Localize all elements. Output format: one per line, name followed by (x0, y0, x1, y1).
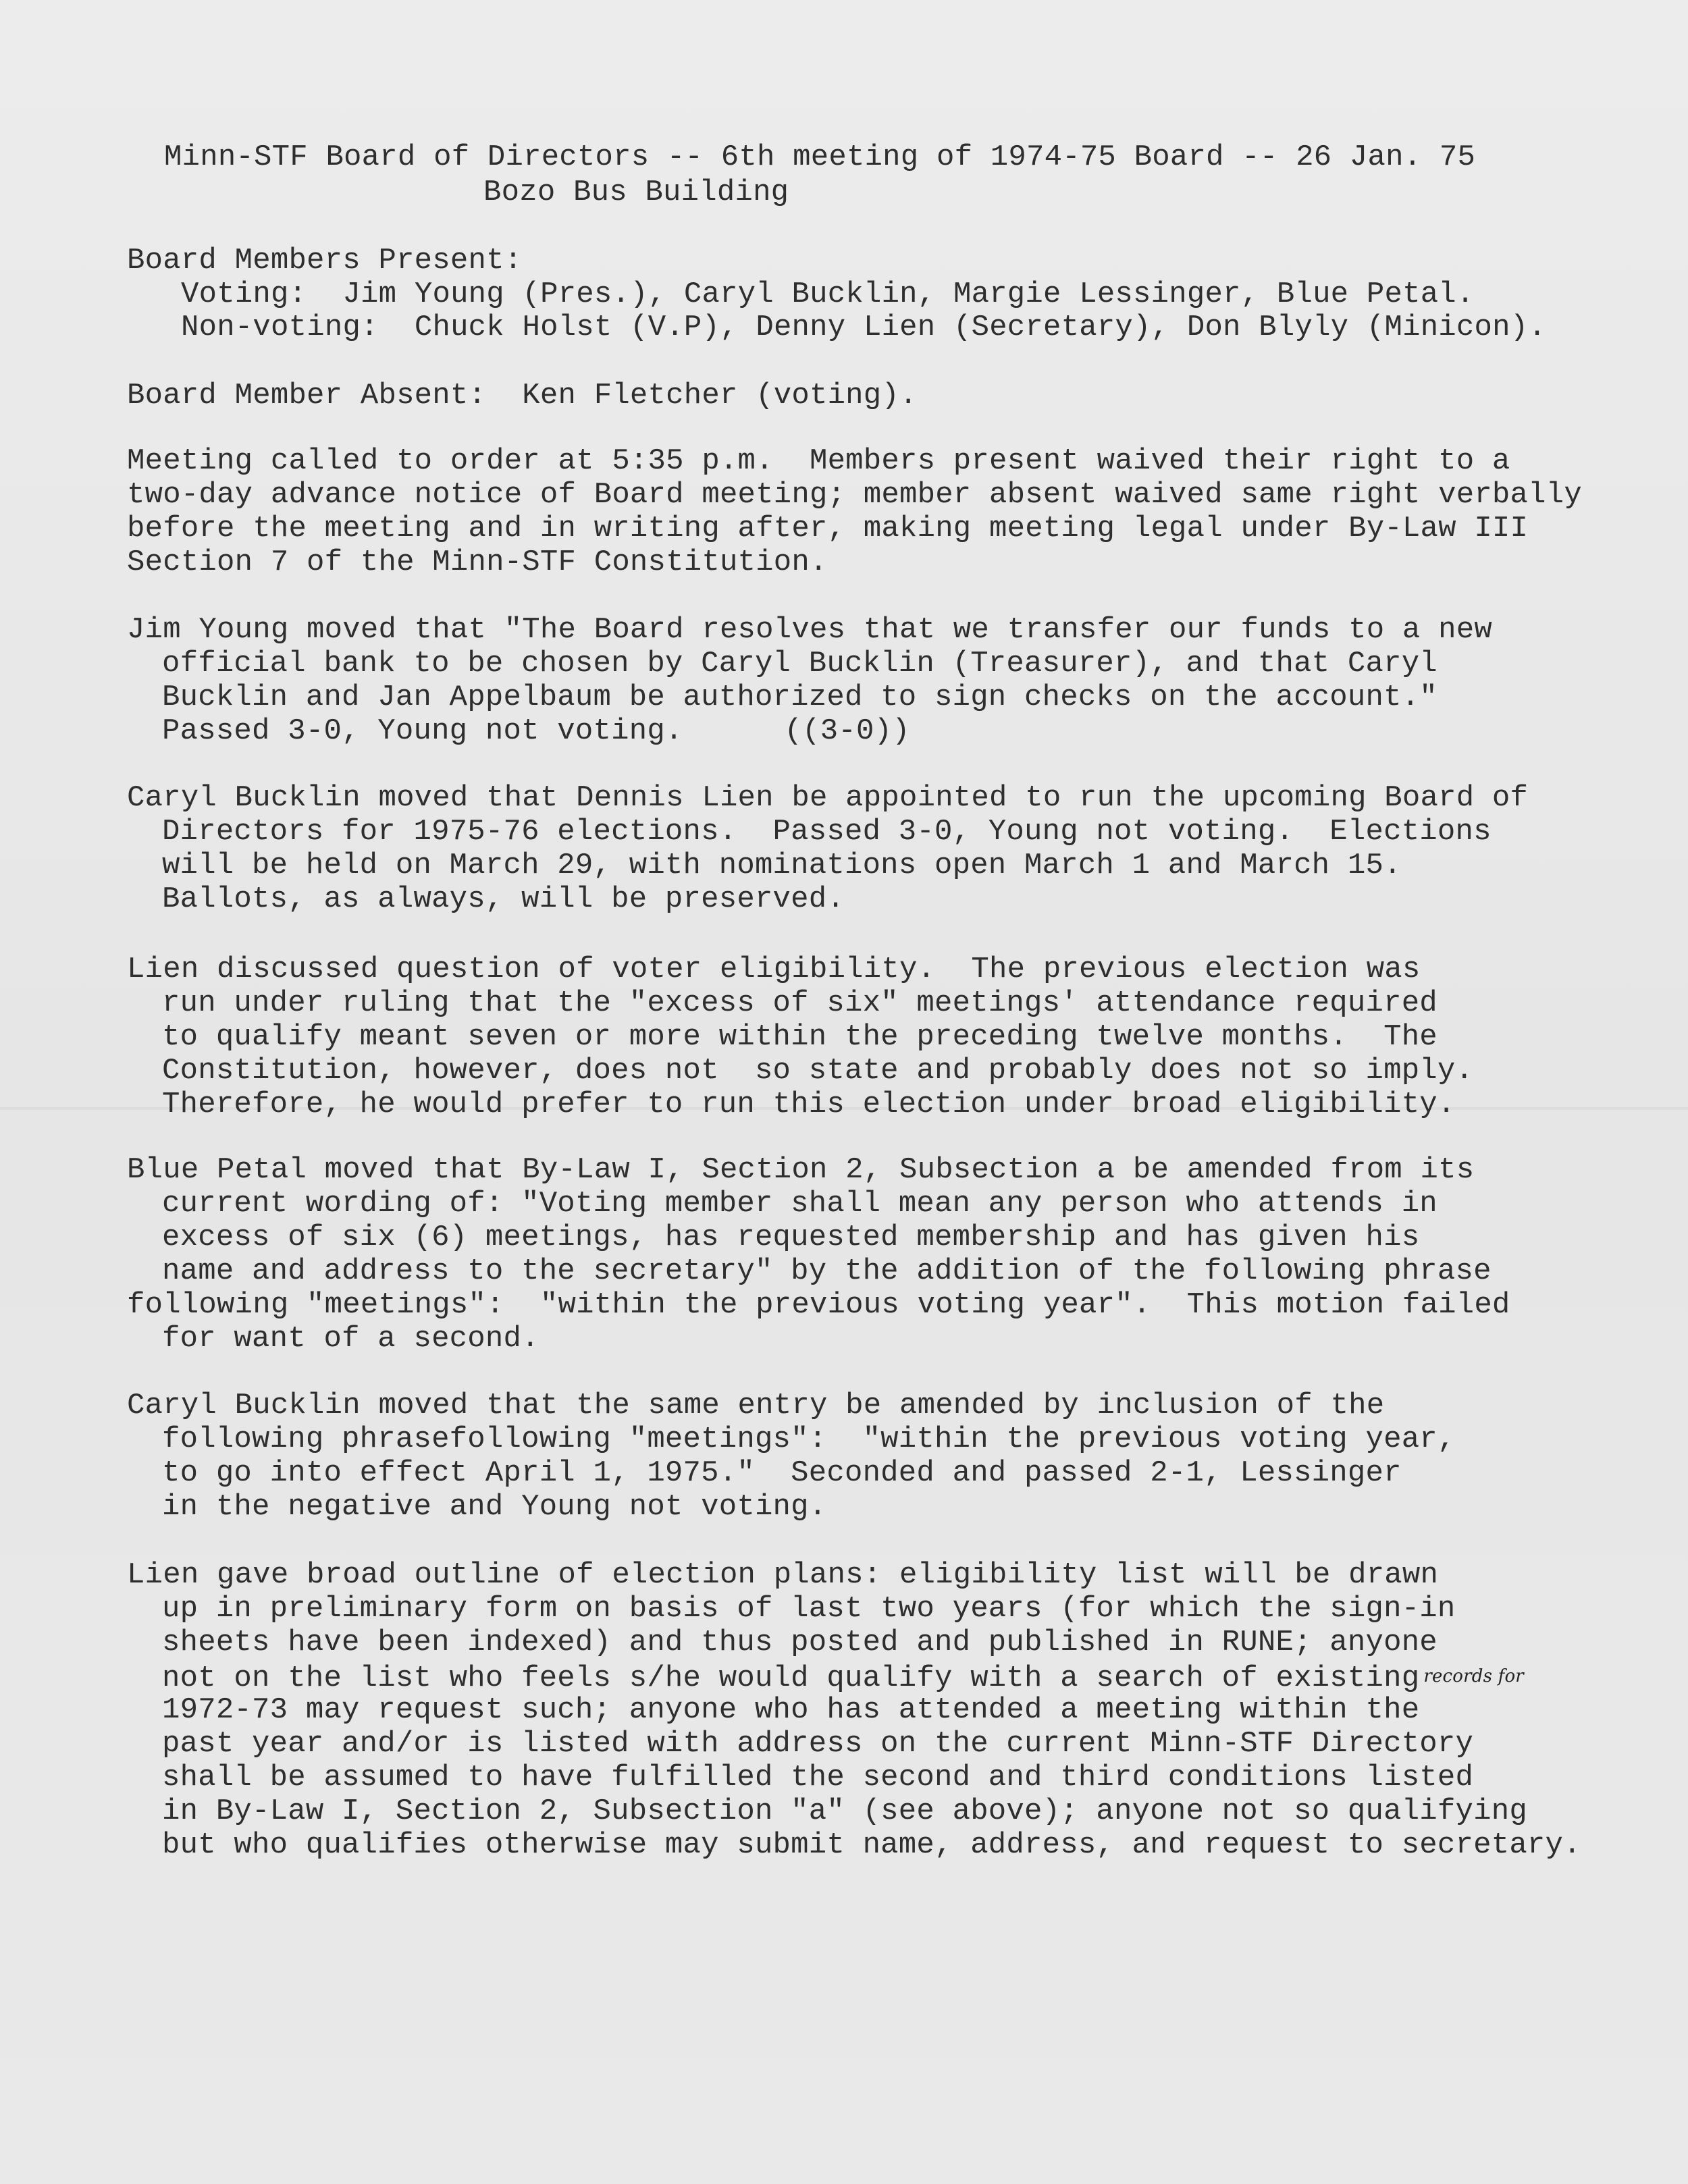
document-title: Minn-STF Board of Directors -- 6th meeting of 1974-75 Board -- 26 Jan. 75 (164, 140, 1476, 174)
paragraph-bucklin-amendment (127, 1389, 1456, 1524)
text-line: two-day advance notice of Board meeting; member absent waived same right verbally (127, 478, 1582, 512)
paragraph-call-to-order (127, 444, 1582, 579)
paragraph-blue-petal-motion (127, 1153, 1510, 1356)
paragraph-eligibility-discussion (127, 953, 1473, 1121)
text-line: Caryl Bucklin moved that Dennis Lien be appointed to run the upcoming Board of (127, 781, 1529, 815)
text-line: Directors for 1975-76 elections. Passed 3-0, Young not voting. Elections (162, 815, 1492, 849)
text-line: Caryl Bucklin moved that the same entry be amended by inclusion of the (127, 1389, 1385, 1422)
absent-members: Board Member Absent: Ken Fletcher (voting). (127, 379, 918, 412)
text-line: Lien discussed question of voter eligibility. The previous election was (127, 953, 1421, 986)
text-line: in By-Law I, Section 2, Subsection "a" (see above); anyone not so qualifying (162, 1794, 1527, 1828)
text-line: official bank to be chosen by Caryl Bucklin (Treasurer), and that Caryl (162, 647, 1438, 681)
paragraph-bank-motion (127, 613, 1492, 748)
text-line: but who qualifies otherwise may submit name, address, and request to secretary. (162, 1828, 1581, 1862)
text-line: run under ruling that the "excess of six" meetings' attendance required (162, 986, 1438, 1020)
text-line: Lien gave broad outline of election plans: eligibility list will be drawn (127, 1558, 1439, 1592)
text-line: past year and/or is listed with address on the current Minn-STF Directory (162, 1727, 1474, 1761)
vote-result: Passed 3-0, Young not voting. (162, 714, 683, 748)
typed-text: not on the list who feels s/he would qualify with a search of existing (162, 1661, 1420, 1695)
text-line: name and address to the secretary" by the addition of the following phrase (162, 1254, 1492, 1288)
text-line: excess of six (6) meetings, has requested membership and has given his (162, 1221, 1420, 1254)
voting-members: Voting: Jim Young (Pres.), Caryl Bucklin, Margie Lessinger, Blue Petal. (181, 277, 1475, 311)
text-line: up in preliminary form on basis of last two years (for which the sign-in (162, 1592, 1456, 1626)
text-line: Bucklin and Jan Appelbaum be authorized to sign checks on the account." (162, 681, 1438, 714)
text-line: Blue Petal moved that By-Law I, Section 2, Subsection a be amended from its (127, 1153, 1475, 1187)
present-label: Board Members Present: (127, 244, 523, 277)
text-line: will be held on March 29, with nominations open March 1 and March 15. (162, 849, 1402, 882)
text-line: current wording of: "Voting member shall mean any person who attends in (162, 1187, 1438, 1221)
text-line (127, 714, 1492, 748)
text-line: shall be assumed to have fulfilled the second and third conditions listed (162, 1761, 1474, 1794)
text-line: following phrasefollowing "meetings": "within the previous voting year, (162, 1422, 1456, 1456)
text-line: to go into effect April 1, 1975." Seconded and passed 2-1, Lessinger (162, 1456, 1402, 1490)
text-line: to qualify meant seven or more within the preceding twelve months. The (162, 1020, 1438, 1054)
handwritten-insert: records for (1423, 1666, 1524, 1686)
paragraph-election-plans (127, 1558, 1581, 1862)
text-line: Therefore, he would prefer to run this election under broad eligibility. (162, 1088, 1456, 1121)
meeting-location: Bozo Bus Building (483, 176, 789, 209)
text-line: sheets have been indexed) and thus posted and published in RUNE; anyone (162, 1626, 1438, 1659)
text-line: in the negative and Young not voting. (162, 1490, 827, 1524)
text-line: Section 7 of the Minn-STF Constitution. (127, 545, 828, 579)
text-line: Ballots, as always, will be preserved. (162, 882, 845, 916)
text-line: Meeting called to order at 5:35 p.m. Members present waived their right to a (127, 444, 1510, 478)
non-voting-members: Non-voting: Chuck Holst (V.P), Denny Lien (Secretary), Don Blyly (Minicon). (181, 311, 1546, 344)
text-line: Jim Young moved that "The Board resolves that we transfer our funds to a new (127, 613, 1492, 647)
text-line: 1972-73 may request such; anyone who has attended a meeting within the (162, 1693, 1420, 1727)
text-line (127, 1659, 1581, 1693)
text-line: before the meeting and in writing after, making meeting legal under By-Law III (127, 512, 1529, 545)
text-line: following "meetings": "within the previous voting year". This motion failed (127, 1288, 1510, 1322)
text-line: Constitution, however, does not so state and probably does not so imply. (162, 1054, 1474, 1088)
text-line: for want of a second. (162, 1322, 539, 1356)
vote-note: ((3-0)) (784, 714, 910, 748)
paragraph-elections-motion (127, 781, 1528, 916)
